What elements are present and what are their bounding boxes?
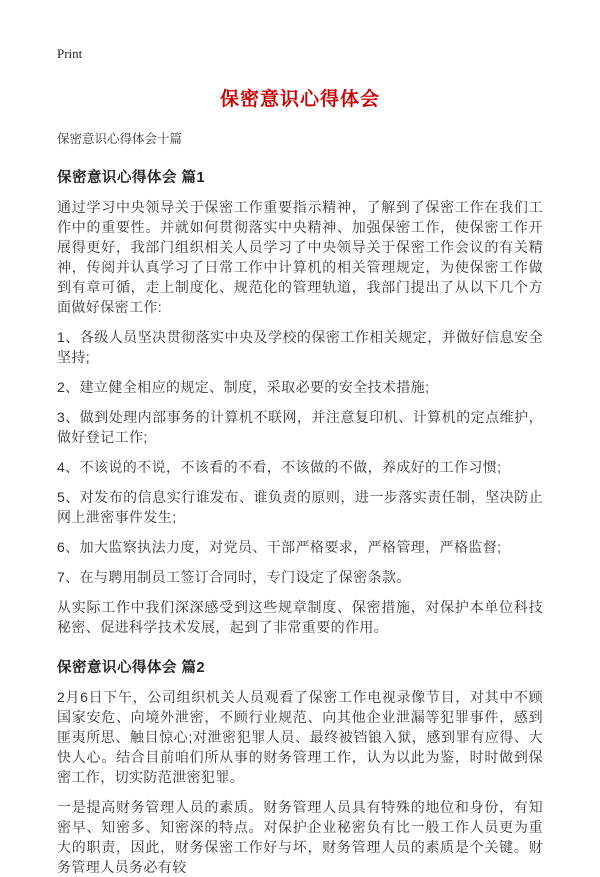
section-2-paragraph-2: 一是提高财务管理人员的素质。财务管理人员具有特殊的地位和身份，有知密早、知密多、知密深的特点。对保护企业秘密负有比一般工作人员更为重大的职责，因此，财务保密工作好与坏，财务管理人员的素质是个关键。财务管理人员务必有较 — [57, 799, 543, 875]
list-item-5: 5、对发布的信息实行谁发布、谁负责的原则，进一步落实责任制，坚决防止网上泄密事件发生; — [57, 489, 543, 525]
list-item-3: 3、做到处理内部事务的计算机不联网，并注意复印机、计算机的定点维护，做好登记工作; — [57, 409, 543, 445]
print-button[interactable]: Print — [57, 46, 83, 61]
section-1-heading: 保密意识心得体会 篇1 — [57, 170, 206, 186]
page-subtitle: 保密意识心得体会十篇 — [57, 132, 183, 146]
list-item-6: 6、加大监察执法力度，对党员、干部严格要求，严格管理，严格监督; — [57, 539, 502, 555]
page-title: 保密意识心得体会 — [219, 89, 380, 110]
section-2-heading: 保密意识心得体会 篇2 — [57, 660, 206, 676]
list-item-1: 1、各级人员坚决贯彻落实中央及学校的保密工作相关规定，并做好信息安全坚持; — [57, 329, 543, 365]
list-item-2: 2、建立健全相应的规定、制度，采取必要的安全技术措施; — [57, 379, 430, 395]
list-item-7: 7、在与聘用制员工签订合同时，专门设定了保密条款。 — [57, 569, 411, 585]
list-item-4: 4、不该说的不说，不该看的不看，不该做的不做，养成好的工作习惯; — [57, 459, 502, 475]
section-1-intro-paragraph: 通过学习中央领导关于保密工作重要指示精神，了解到了保密工作在我们工作中的重要性。并就如何贯彻落实中央精神、加强保密工作，使保密工作开展得更好，我部门组织相关人员学习了中央领导关于保密工作会议的有关精神，传阅并认真学习了日常工作中计算机的相关管理规定，为使保密工作做到有章可循，走上制度化、规范化的管理轨道，我部门提出了从以下几个方面做好保密工作: — [57, 199, 543, 315]
section-2-paragraph-1: 2月6日下午，公司组织机关人员观看了保密工作电视录像节目，对其中不顾国家安危、向境外泄密，不顾行业规范、向其他企业泄漏等犯罪事件，感到匪夷所思、触目惊心;对泄密犯罪人员、最终被铛锒入狱，感到罪有应得、大快人心。结合目前咱们所从事的财务管理工作，认为以此为鉴，时时做到保密工作，切实防范泄密犯罪。 — [57, 689, 543, 785]
section-1-closing-paragraph: 从实际工作中我们深深感受到这些规章制度、保密措施，对保护本单位科技秘密、促进科学技术发展，起到了非常重要的作用。 — [57, 599, 543, 635]
